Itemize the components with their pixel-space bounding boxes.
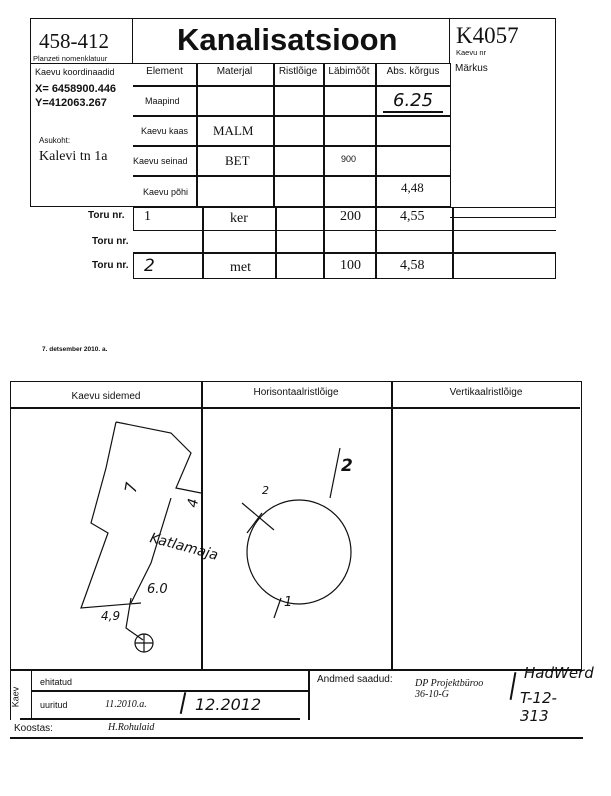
hand-note-2: T-12-313 (520, 689, 557, 725)
building-outline (81, 422, 141, 608)
row-diameter-walls: 900 (341, 154, 357, 164)
pipe-label: Toru nr. (92, 236, 129, 247)
building-number-2: 4 (184, 497, 203, 509)
coordinates-label: Kaevu koordinaadid (35, 67, 115, 77)
surveyed-label: uuritud (40, 700, 68, 710)
pipe-cross (242, 503, 274, 533)
col-header-diameter: Läbimõõt (328, 66, 370, 77)
pipe-diameter: 100 (340, 258, 361, 273)
element-table (133, 63, 451, 207)
pipe-material: met (230, 260, 251, 275)
col-header-abs-height: Abs. kõrgus (386, 66, 440, 77)
data-from-value2: 36-10-G (415, 689, 449, 700)
row-element-bottom: Kaevu põhi (143, 187, 189, 197)
title-box (132, 18, 450, 64)
col-header-remarks: Märkus (455, 63, 488, 74)
data-from-label: Andmed saadud: (317, 674, 393, 685)
location-label: Asukoht: (39, 136, 71, 145)
built-label: ehitatud (40, 677, 73, 687)
panel-title-connections: Kaevu sidemed (71, 391, 141, 402)
panel-divider (391, 382, 393, 669)
pipe-diameter: 200 (340, 209, 361, 224)
x-coordinate: X= 6458900.446 (35, 83, 117, 95)
kaev-side-label: Kaev (10, 686, 21, 708)
pipe-abs-height: 4,58 (400, 258, 425, 273)
compiled-underline (10, 737, 583, 739)
data-from-value1: DP Projektbüroo (415, 678, 484, 689)
compiled-label: Koostas: (14, 723, 53, 734)
pipe-line (330, 448, 340, 498)
pipe-label-2: 2 (341, 456, 353, 476)
footer-block (10, 664, 594, 725)
footer-col-line (308, 670, 310, 720)
sketch-area (10, 381, 582, 671)
surveyed-handwritten: 12.2012 (195, 695, 262, 714)
panel-title-vertical: Vertikaalristlõige (449, 387, 523, 398)
map-nomenclature-label: Planzeti nomenklatuur (33, 54, 108, 63)
map-number: 458-412 (39, 29, 109, 53)
location-value: Kalevi tn 1a (39, 149, 108, 164)
col-header-material: Materjal (216, 66, 253, 77)
well-circle (247, 500, 351, 604)
col-header-element: Element (146, 66, 183, 77)
distance-label: 4,9 (101, 609, 121, 623)
pipe-table (30, 200, 560, 280)
top-form (0, 0, 611, 300)
distance-label: 6.0 (147, 582, 168, 597)
slash-mark (180, 692, 186, 714)
pipe-label-2b: 2 (262, 484, 269, 497)
row-element-walls: Kaevu seinad (133, 156, 188, 166)
row-element-ground: Maapind (145, 96, 180, 106)
pipe-label: Toru nr. (88, 210, 125, 221)
horizontal-section-sketch (202, 408, 391, 669)
hand-note-1: HadWerd (524, 664, 594, 682)
well-number-label: Kaevu nr (456, 48, 487, 57)
page-title: Kanalisatsioon (177, 22, 398, 57)
pipe-number: 2 (144, 256, 155, 276)
surveyed-date: 11.2010.a. (105, 699, 147, 710)
building-number: 7 (120, 480, 142, 495)
table-divider (133, 115, 451, 117)
footer-bottom-line (20, 718, 300, 720)
footer-row-line (32, 690, 309, 692)
col-header-cross-section: Ristlõige (278, 66, 318, 77)
pipe-number: 1 (144, 209, 151, 224)
table-divider (133, 85, 451, 87)
slash-mark (510, 672, 516, 700)
row-element-lid: Kaevu kaas (141, 126, 189, 136)
row-material-lid: MALM (213, 123, 254, 138)
well-number: K4057 (456, 23, 519, 48)
table-divider (133, 145, 451, 147)
underline-mark (383, 111, 443, 113)
y-coordinate: Y=412063.267 (35, 97, 107, 109)
date-line: 7. detsember 2010. a. (42, 346, 108, 353)
row-material-walls: BET (225, 153, 250, 168)
row-abs-ground: 6.25 (393, 90, 434, 111)
panel-title-horizontal: Horisontaalristlõige (253, 387, 339, 398)
pipe-label: Toru nr. (92, 260, 129, 271)
street-label: Katlamaja (148, 530, 220, 564)
pipe-material: ker (230, 211, 248, 226)
pipe-label-1: 1 (284, 595, 293, 610)
map-number-box (30, 18, 132, 64)
pipe-abs-height: 4,55 (400, 209, 425, 224)
compiled-value: H.Rohulaid (108, 722, 155, 733)
info-column (30, 63, 133, 207)
pipe-line (274, 598, 281, 618)
table-divider (133, 175, 451, 177)
row-abs-bottom: 4,48 (401, 180, 424, 195)
well-number-box (450, 18, 556, 218)
